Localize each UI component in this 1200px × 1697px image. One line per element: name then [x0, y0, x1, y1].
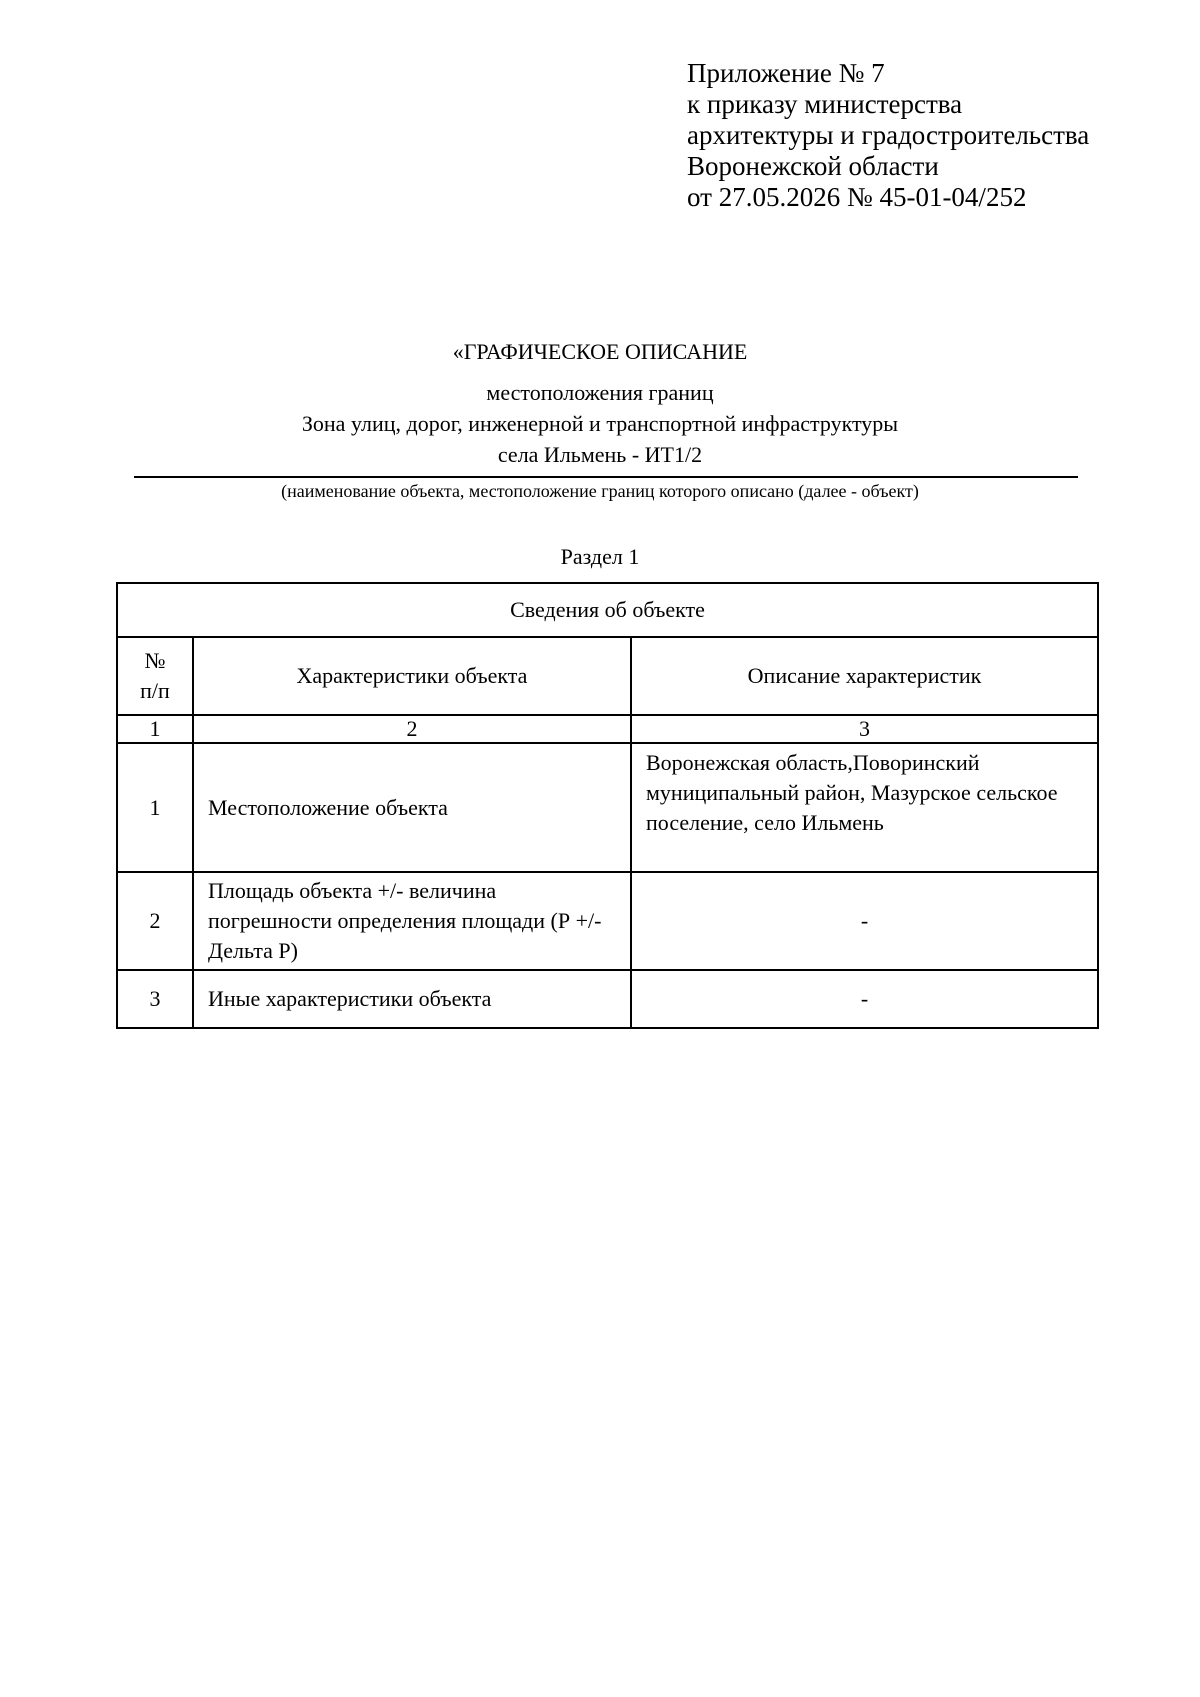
column-index: 3 — [631, 715, 1098, 743]
row-characteristic: Местоположение объекта — [193, 743, 631, 872]
appendix-block — [687, 58, 1089, 213]
column-index: 2 — [193, 715, 631, 743]
subtitle-line: села Ильмень - ИТ1/2 — [497, 442, 703, 467]
table-caption-row — [117, 583, 1098, 637]
row-number: 1 — [117, 743, 193, 872]
table-row — [117, 970, 1098, 1028]
appendix-line: к приказу министерства — [687, 89, 963, 119]
subtitle-line: местоположения границ — [486, 380, 714, 405]
header-num — [117, 637, 193, 715]
table-header-row — [117, 637, 1098, 715]
row-number: 2 — [117, 872, 193, 970]
object-name-underline — [134, 476, 1078, 478]
header-num-line: п/п — [140, 678, 170, 703]
appendix-line: от 27.05.2026 № 45-01-04/252 — [687, 182, 1027, 212]
document-title: «ГРАФИЧЕСКОЕ ОПИСАНИЕ — [452, 339, 748, 364]
column-index-row — [117, 715, 1098, 743]
section-label: Раздел 1 — [560, 544, 640, 569]
object-info-table — [116, 582, 1099, 1029]
object-name-caption: (наименование объекта, местоположение границ которого описано (далее - объект) — [281, 481, 919, 501]
appendix-line: Приложение № 7 — [687, 58, 885, 88]
row-characteristic: Иные характеристики объекта — [193, 970, 631, 1028]
subtitle-line: Зона улиц, дорог, инженерной и транспортной инфраструктуры — [301, 411, 899, 436]
header-description: Описание характеристик — [631, 637, 1098, 715]
document-subtitle — [0, 377, 1200, 470]
row-description: Воронежская область,Поворинский муниципальный район, Мазурское сельское поселение, село Ильмень — [631, 743, 1098, 872]
column-index: 1 — [117, 715, 193, 743]
table-row — [117, 872, 1098, 970]
appendix-line: архитектуры и градостроительства — [687, 120, 1090, 150]
row-characteristic: Площадь объекта +/- величина погрешности определения площади (Р +/- Дельта Р) — [193, 872, 631, 970]
table-caption: Сведения об объекте — [117, 583, 1098, 637]
appendix-line: Воронежской области — [687, 151, 939, 181]
row-number: 3 — [117, 970, 193, 1028]
table-row — [117, 743, 1098, 872]
header-num-line: № — [144, 648, 166, 673]
row-description: - — [631, 872, 1098, 970]
row-description: - — [631, 970, 1098, 1028]
header-characteristic: Характеристики объекта — [193, 637, 631, 715]
